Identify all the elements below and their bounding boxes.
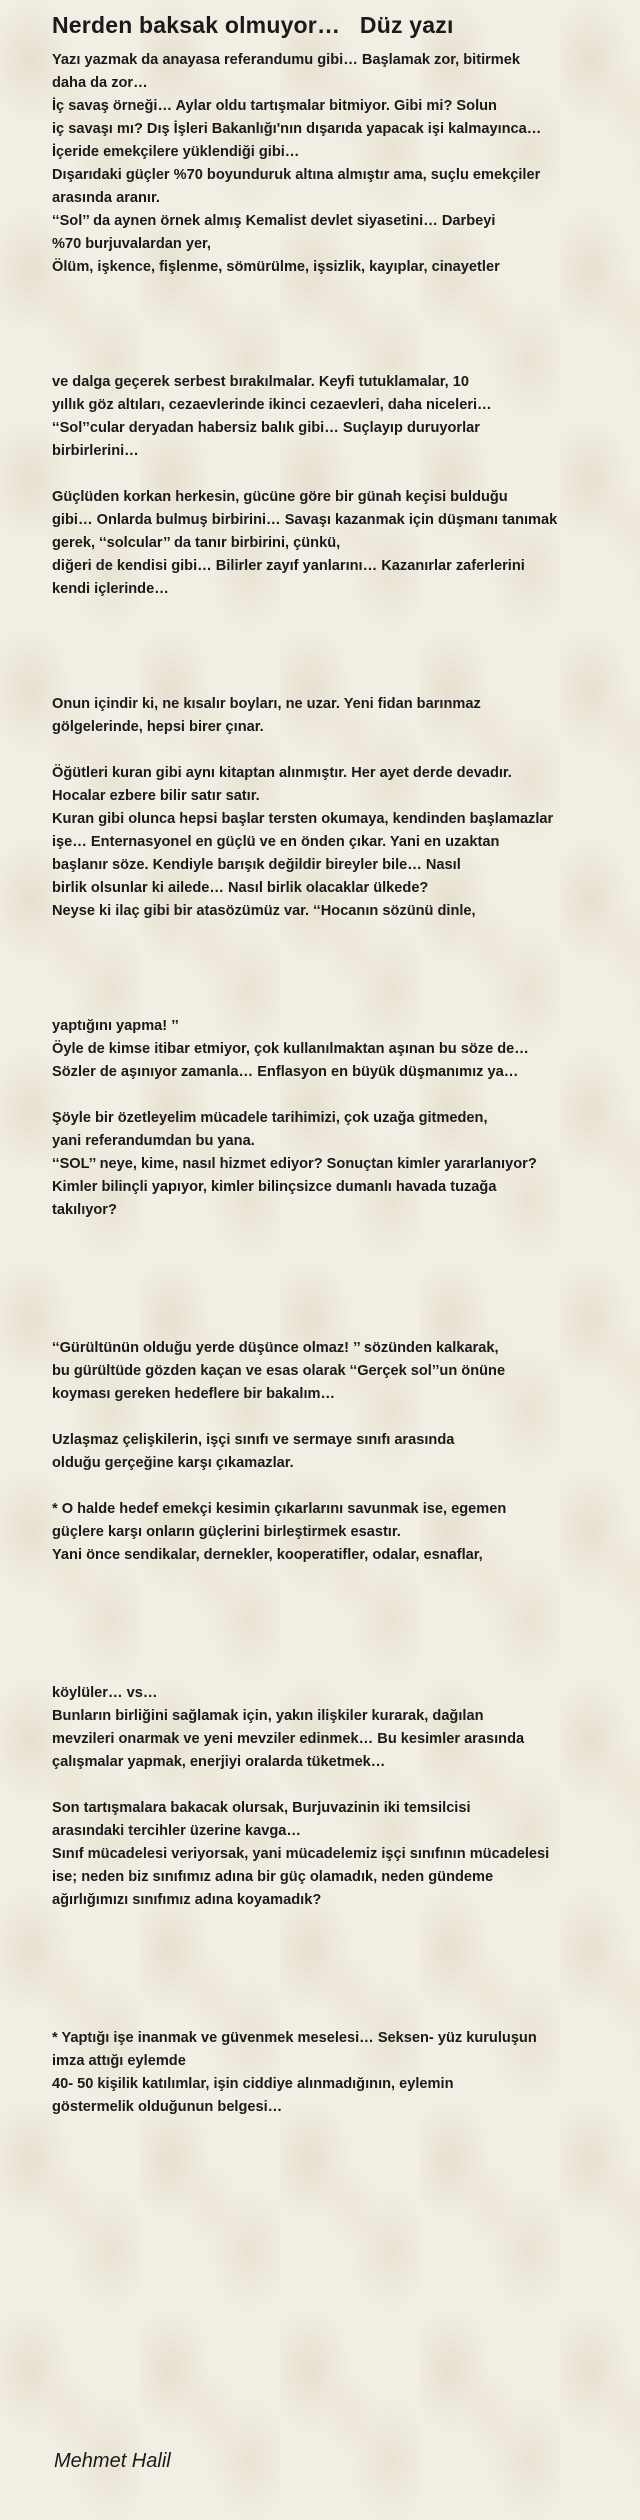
text-line: Kimler bilinçli yapıyor, kimler bilinçsizce dumanlı havada tuzağa <box>52 1179 497 1195</box>
text-line: Yani önce sendikalar, dernekler, kooperatifler, odalar, esnaflar, <box>52 1547 483 1563</box>
text-line: yaptığını yapma! ’’ <box>52 1018 179 1034</box>
paragraph-10 <box>52 1498 622 1567</box>
text-line: takılıyor? <box>52 1202 117 1218</box>
paragraph-1 <box>52 49 622 279</box>
text-line: başlanır söze. Kendiyle barışık değildir bireyler bile… Nasıl <box>52 857 461 873</box>
text-line: %70 burjuvalardan yer, <box>52 236 211 252</box>
text-line: ‘‘SOL’’ neye, kime, nasıl hizmet ediyor? Sonuçtan kimler yararlanıyor? <box>52 1156 537 1172</box>
text-line: arasındaki tercihler üzerine kavga… <box>52 1823 302 1839</box>
text-line: Uzlaşmaz çelişkilerin, işçi sınıfı ve sermaye sınıfı arasında <box>52 1432 455 1448</box>
text-line: göstermelik olduğunun belgesi… <box>52 2099 283 2115</box>
text-line: yıllık göz altıları, cezaevlerinde ikinci cezaevleri, daha niceleri… <box>52 397 492 413</box>
text-line: imza attığı eylemde <box>52 2053 186 2069</box>
paragraph-6 <box>52 1015 622 1084</box>
text-line: ve dalga geçerek serbest bırakılmalar. Keyfi tutuklamalar, 10 <box>52 374 469 390</box>
text-line: ‘‘Sol’’cular deryadan habersiz balık gibi… Suçlayıp duruyorlar <box>52 420 480 436</box>
paragraph-3 <box>52 486 622 601</box>
text-line: koyması gereken hedeflere bir bakalım… <box>52 1386 336 1402</box>
paragraph-7 <box>52 1107 622 1222</box>
text-line: arasında aranır. <box>52 190 160 206</box>
text-line: iç savaşı mı? Dış İşleri Bakanlığı'nın dışarıda yapacak işi kalmayınca… <box>52 121 542 137</box>
text-line: yani referandumdan bu yana. <box>52 1133 255 1149</box>
text-line: İç savaş örneği… Aylar oldu tartışmalar bitmiyor. Gibi mi? Solun <box>52 98 497 114</box>
paragraph-2 <box>52 371 622 463</box>
text-line: Kuran gibi olunca hepsi başlar tersten okumaya, kendinden başlamazlar <box>52 811 554 827</box>
paragraph-12 <box>52 1797 622 1912</box>
text-line: 40- 50 kişilik katılımlar, işin ciddiye alınmadığının, eylemin <box>52 2076 454 2092</box>
text-line: olduğu gerçeğine karşı çıkamazlar. <box>52 1455 294 1471</box>
text-line: Öyle de kimse itibar etmiyor, çok kullanılmaktan aşınan bu söze de… <box>52 1041 529 1057</box>
text-line: Dışarıdaki güçler %70 boyunduruk altına almıştır ama, suçlu emekçiler <box>52 167 541 183</box>
paragraph-5 <box>52 762 622 923</box>
text-line: daha da zor… <box>52 75 148 91</box>
text-line: Son tartışmalara bakacak olursak, Burjuvazinin iki temsilcisi <box>52 1800 471 1816</box>
text-line: Hocalar ezbere bilir satır satır. <box>52 788 260 804</box>
text-line: birlik olsunlar ki ailede… Nasıl birlik olacaklar ülkede? <box>52 880 429 896</box>
paragraph-8 <box>52 1337 622 1406</box>
poem-page <box>52 12 622 2119</box>
author-signature: Mehmet Halil <box>54 2450 171 2472</box>
text-line: * O halde hedef emekçi kesimin çıkarlarını savunmak ise, egemen <box>52 1501 507 1517</box>
text-line: işe… Enternasyonel en güçlü ve en önden çıkar. Yani en uzaktan <box>52 834 500 850</box>
text-line: Öğütleri kuran gibi aynı kitaptan alınmıştır. Her ayet derde devadır. <box>52 765 512 781</box>
text-line: ise; neden biz sınıfımız adına bir güç olamadık, neden gündeme <box>52 1869 494 1885</box>
text-line: * Yaptığı işe inanmak ve güvenmek meselesi… Seksen- yüz kuruluşun <box>52 2030 537 2046</box>
paragraph-13 <box>52 2027 622 2119</box>
text-line: birbirlerini… <box>52 443 139 459</box>
text-line: Sözler de aşınıyor zamanla… Enflasyon en büyük düşmanımız ya… <box>52 1064 519 1080</box>
text-line: gölgelerinde, hepsi birer çınar. <box>52 719 264 735</box>
text-line: ‘‘Gürültünün olduğu yerde düşünce olmaz! ’’ sözünden kalkarak, <box>52 1340 499 1356</box>
paragraph-4 <box>52 693 622 739</box>
text-line: Güçlüden korkan herkesin, gücüne göre bir günah keçisi bulduğu <box>52 489 508 505</box>
text-line: gerek, ‘‘solcular’’ da tanır birbirini, çünkü, <box>52 535 341 551</box>
text-line: çalışmalar yapmak, enerjiyi oralarda tüketmek… <box>52 1754 386 1770</box>
text-line: kendi içlerinde… <box>52 581 169 597</box>
page-title: Nerden baksak olmuyor… Düz yazı <box>52 12 454 38</box>
text-line: ‘‘Sol’’ da aynen örnek almış Kemalist devlet siyasetini… Darbeyi <box>52 213 496 229</box>
text-line: köylüler… vs… <box>52 1685 158 1701</box>
text-line: Ölüm, işkence, fişlenme, sömürülme, işsizlik, kayıplar, cinayetler <box>52 259 500 275</box>
paragraph-11 <box>52 1682 622 1774</box>
text-line: Neyse ki ilaç gibi bir atasözümüz var. ‘‘Hocanın sözünü dinle, <box>52 903 476 919</box>
text-line: Bunların birliğini sağlamak için, yakın ilişkiler kurarak, dağılan <box>52 1708 484 1724</box>
text-line: Yazı yazmak da anayasa referandumu gibi… Başlamak zor, bitirmek <box>52 52 521 68</box>
paragraph-9 <box>52 1429 622 1475</box>
text-line: güçlere karşı onların güçlerini birleştirmek esastır. <box>52 1524 401 1540</box>
text-line: diğeri de kendisi gibi… Bilirler zayıf yanlarını… Kazanırlar zaferlerini <box>52 558 525 574</box>
text-line: mevzileri onarmak ve yeni mevziler edinmek… Bu kesimler arasında <box>52 1731 525 1747</box>
text-line: bu gürültüde gözden kaçan ve esas olarak ‘‘Gerçek sol’’un önüne <box>52 1363 506 1379</box>
text-line: Sınıf mücadelesi veriyorsak, yani mücadelemiz işçi sınıfının mücadelesi <box>52 1846 550 1862</box>
text-line: ağırlığımızı sınıfımız adına koyamadık? <box>52 1892 322 1908</box>
text-line: İçeride emekçilere yüklendiği gibi… <box>52 144 300 160</box>
text-line: Şöyle bir özetleyelim mücadele tarihimizi, çok uzağa gitmeden, <box>52 1110 488 1126</box>
text-line: Onun içindir ki, ne kısalır boyları, ne uzar. Yeni fidan barınmaz <box>52 696 481 712</box>
text-line: gibi… Onlarda bulmuş birbirini… Savaşı kazanmak için düşmanı tanımak <box>52 512 558 528</box>
